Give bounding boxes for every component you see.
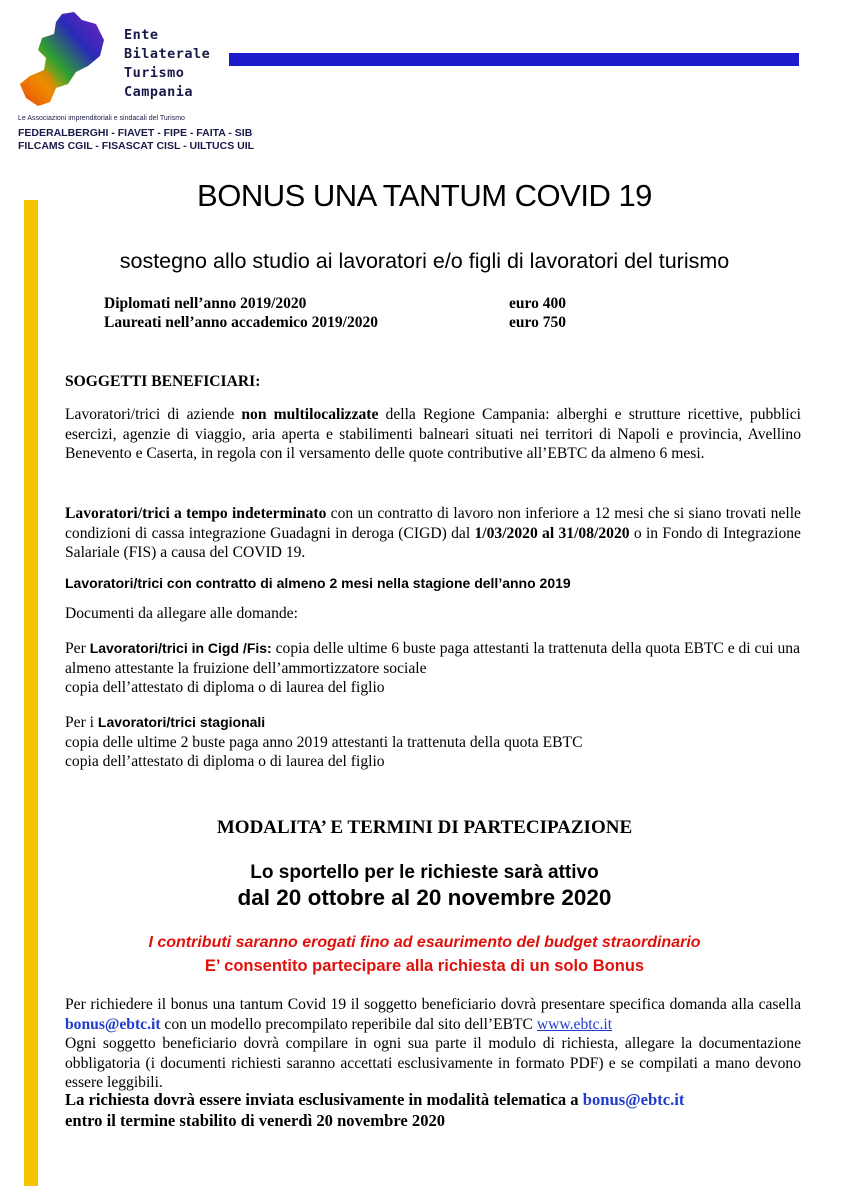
final-email-link[interactable]: bonus@ebtc.it bbox=[582, 1090, 685, 1109]
beneficiari-paragraph-2 bbox=[65, 504, 801, 563]
documents-stagionali bbox=[65, 713, 801, 772]
modalita-heading: MODALITA’ E TERMINI DI PARTECIPAZIONE bbox=[216, 817, 633, 838]
text-bold: Lavoratori/trici con contratto di almeno 2 mesi nella stagione dell’anno 2019 bbox=[65, 575, 571, 591]
header-blue-bar bbox=[229, 53, 799, 66]
amount-row-laureati bbox=[104, 314, 566, 332]
email-link[interactable]: bonus@ebtc.it bbox=[65, 1015, 161, 1033]
website-link[interactable]: www.ebtc.it bbox=[536, 1015, 613, 1033]
text-bold: Lavoratori/trici stagionali bbox=[97, 714, 266, 730]
amount-label: Laureati nell’anno accademico 2019/2020 bbox=[104, 314, 378, 331]
left-yellow-bar bbox=[24, 200, 38, 1186]
associations-line: FEDERALBERGHI - FIAVET - FIPE - FAITA - SIB bbox=[18, 127, 253, 139]
page-title: BONUS UNA TANTUM COVID 19 bbox=[197, 178, 652, 213]
text-span: copia delle ultime 6 buste paga attestanti la trattenuta della quota EBTC e di cui una almeno attestante la fruizione dell’ammortizzatore sociale bbox=[65, 640, 801, 677]
sportello-line-1: Lo sportello per le richieste sarà attivo bbox=[250, 862, 599, 883]
campania-map-logo bbox=[16, 10, 108, 112]
beneficiari-heading: SOGGETTI BENEFICIARI: bbox=[65, 373, 261, 390]
associations-line: FILCAMS CGIL - FISASCAT CISL - UILTUCS UIL bbox=[18, 139, 255, 152]
logo-name-line: Campania bbox=[124, 84, 194, 100]
logo-tagline: Le Associazioni imprenditoriali e sindacali del Turismo bbox=[18, 115, 185, 122]
documents-cigd bbox=[65, 639, 801, 698]
beneficiari-paragraph-3 bbox=[65, 574, 801, 594]
sportello-line-2: dal 20 ottobre al 20 novembre 2020 bbox=[237, 885, 612, 910]
logo-name-line: Ente bbox=[124, 27, 159, 43]
text-span: o in Fondo di Integrazione Salariale (FIS) a causa del COVID 19. bbox=[65, 524, 801, 561]
modalita-final bbox=[65, 1089, 825, 1131]
amount-label: Diplomati nell’anno 2019/2020 bbox=[104, 295, 307, 312]
beneficiari-paragraph-1 bbox=[65, 405, 801, 464]
text-span: Per richiedere il bonus una tantum Covid 19 il soggetto beneficiario dovrà presentare specifica domanda alla casella bbox=[65, 996, 801, 1013]
amount-value: euro 750 bbox=[509, 314, 566, 331]
logo-name bbox=[124, 26, 210, 102]
amount-value: euro 400 bbox=[509, 295, 566, 312]
text-span: Lavoratori/trici di aziende bbox=[65, 406, 242, 423]
documents-heading: Documenti da allegare alle domande: bbox=[65, 605, 298, 622]
text-bold: Lavoratori/trici in Cigd /Fis: bbox=[89, 640, 272, 656]
text-line: copia dell’attestato di diploma o di laurea del figlio bbox=[65, 679, 385, 696]
text-span: Per i bbox=[65, 714, 98, 731]
text-span: Per bbox=[65, 640, 90, 657]
notice-red-1: I contributi saranno erogati fino ad esaurimento del budget straordinario bbox=[148, 934, 701, 951]
text-line: copia dell’attestato di diploma o di laurea del figlio bbox=[65, 753, 385, 770]
logo-name-line: Turismo bbox=[124, 65, 185, 81]
text-bold: 1/03/2020 al 31/08/2020 bbox=[474, 524, 630, 542]
notice-red-2: E’ consentito partecipare alla richiesta di un solo Bonus bbox=[204, 957, 645, 975]
text-span: della Regione Campania: alberghi e strutture ricettive, pubblici esercizi, agenzie di viaggio, aria aperta e stabilimenti balneari situati nei territori di Napoli e provincia, Avellino Benevento e Caserta, in regola con il versamento delle quote contributive all’EBTC da almeno 6 mesi. bbox=[65, 406, 801, 462]
modalita-paragraph-1 bbox=[65, 995, 801, 1034]
logo-associations bbox=[18, 127, 254, 152]
modalita-paragraph-2: Ogni soggetto beneficiario dovrà compilare in ogni sua parte il modulo di richiesta, allegare la documentazione obbligatoria (i documenti richiesti saranno accettati esclusivamente in formato PDF) e se compilati a mano devono essere leggibili. bbox=[65, 1035, 801, 1091]
logo-name-line: Bilaterale bbox=[124, 46, 211, 62]
text-span: con un contratto di lavoro non inferiore a 12 mesi che si siano trovati nelle condizioni di cassa integrazione Guadagni in deroga (CIGD) dal bbox=[65, 505, 801, 542]
text-line: copia delle ultime 2 buste paga anno 2019 attestanti la trattenuta della quota EBTC bbox=[65, 733, 583, 751]
text-span: con un modello precompilato reperibile dal sito dell’EBTC bbox=[160, 1015, 537, 1033]
text-line: entro il termine stabilito di venerdì 20 novembre 2020 bbox=[65, 1111, 446, 1130]
text-bold: Lavoratori/trici a tempo indeterminato bbox=[65, 505, 327, 522]
amount-row-diplomati bbox=[104, 295, 566, 313]
page-subtitle: sostegno allo studio ai lavoratori e/o figli di lavoratori del turismo bbox=[119, 249, 730, 273]
text-span: La richiesta dovrà essere inviata esclusivamente in modalità telematica a bbox=[65, 1090, 583, 1109]
text-bold: non multilocalizzate bbox=[241, 406, 379, 423]
